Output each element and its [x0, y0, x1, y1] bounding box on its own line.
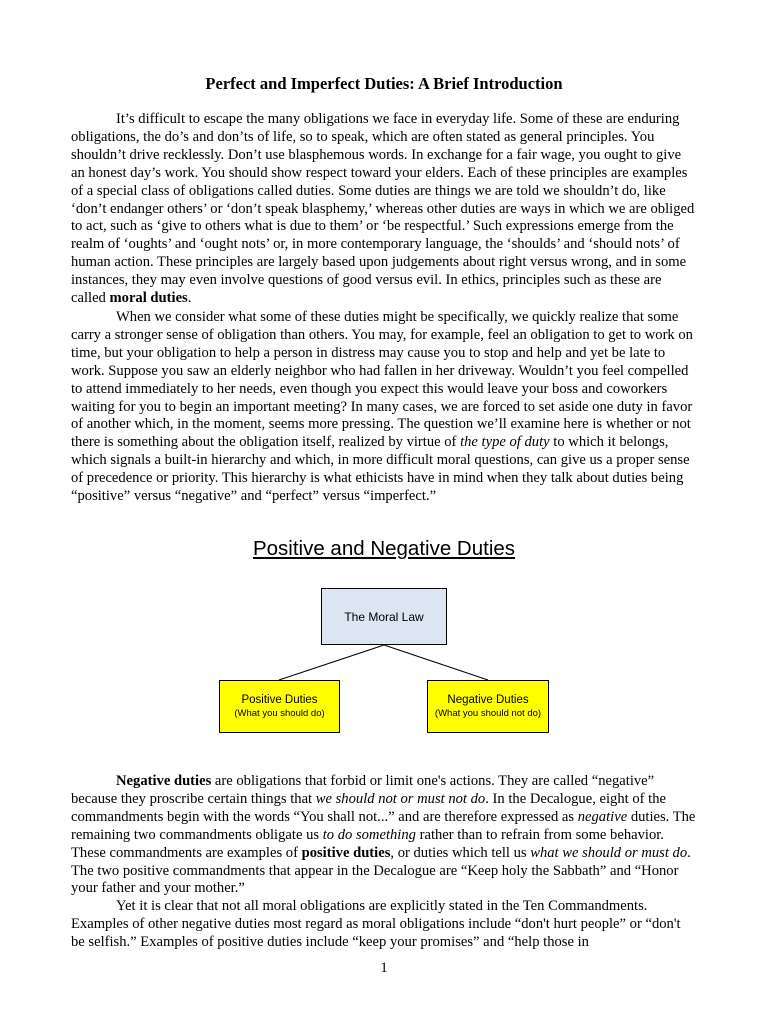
p3-italic-4: what we should or must do [530, 844, 688, 861]
p3-text-2: . In the Decalogue, eight of the commandments begin with the words “You shall not...” and are therefore expressed as [71, 790, 666, 825]
moral-law-box [321, 588, 447, 645]
negative-duties-subtitle: (What you should not do) [434, 708, 542, 719]
connector-negative [384, 645, 488, 680]
page-number: 1 [380, 960, 388, 976]
paragraph-hierarchy-text-2: to which it belongs, which signals a built-in hierarchy and which, in more difficult moral questions, can give us a proper sense of precedence or priority. This hierarchy is what ethicists have in mind when they talk about duties being “positive” versus “negative” and “perfect” versus “imperfect.” [71, 434, 690, 505]
positive-duties-box [219, 680, 340, 733]
document-title: Perfect and Imperfect Duties: A Brief Introduction [205, 74, 563, 93]
p3-text-3: duties. The remaining two commandments obligate us [71, 808, 696, 843]
diagram-title: Positive and Negative Duties [252, 537, 516, 560]
paragraph-examples-text: Yet it is clear that not all moral obligations are explicitly stated in the Ten Commandments. Examples of other negative duties most regard as moral obligations include “don't hurt people” or “don't be selfish.” Examples of positive duties include “keep your promises” and “help those in [71, 898, 681, 950]
p3-italic-1: we should not or must not do [315, 790, 486, 807]
term-negative-duties: Negative duties [116, 773, 212, 789]
positive-duties-subtitle: (What you should do) [234, 708, 325, 719]
p3-text-6: . The two positive commandments that appear in the Decalogue are “Keep holy the Sabbath” and “Honor your father and your mother.” [71, 844, 691, 897]
positive-duties-label: Positive Duties [241, 694, 318, 706]
phrase-type-of-duty: the type of duty [460, 434, 550, 451]
term-positive-duties: positive duties [301, 844, 391, 861]
paragraph-intro-end: . [187, 290, 192, 307]
paragraph-hierarchy [71, 309, 697, 506]
paragraph-intro-text: It’s difficult to escape the many obligations we face in everyday life. Some of these are enduring obligations, the do’s and don’ts of life, so to speak, which are often stated as general principles. You shouldn’t drive recklessly. Don’t use blasphemous words. In exchange for a fair wage, you ought to give an honest day’s work. You should show respect toward your elders. Each of these principles are examples of a special class of obligations called duties. Some duties are things we are told we shouldn’t do, like ‘don’t endanger others’ or ‘don’t speak blasphemy,’ whereas other duties are ways in which we are obliged to act, such as ‘give to others what is due to them’ or ‘be respectful.’ Such expressions emerge from the realm of ‘oughts’ and ‘ought nots’ or, in more contemporary language, the ‘shoulds’ and ‘should nots’ of human action. These principles are largely based upon judgements about right versus wrong, and in some instances, they may even involve questions of good versus evil. In ethics, principles such as these are called [71, 111, 695, 307]
p3-text-4: rather than to refrain from some behavior. These commandments are examples of [71, 826, 664, 861]
connector-positive [279, 645, 384, 680]
moral-law-label: The Moral Law [344, 609, 424, 624]
paragraph-negative-duties [71, 773, 697, 898]
p3-italic-3: to do something [322, 826, 416, 843]
negative-duties-box [427, 680, 549, 733]
paragraph-intro [71, 111, 697, 308]
p3-text-1: are obligations that forbid or limit one's actions. They are called “negative” because they proscribe certain things that [71, 773, 655, 807]
paragraph-examples [71, 898, 697, 952]
p3-text-5: , or duties which tell us [390, 844, 531, 861]
p3-italic-2: negative [577, 808, 628, 825]
term-moral-duties: moral duties [109, 290, 188, 307]
paragraph-hierarchy-text-1: When we consider what some of these duties might be specifically, we quickly realize that some carry a stronger sense of obligation than others. You may, for example, feel an obligation to get to work on time, but your obligation to help a person in distress may cause you to stop and help and yet be late to work. Suppose you saw an elderly neighbor who had fallen in her driveway. Wouldn’t you feel compelled to attend immediately to her needs, even though you expect this would leave your boss and coworkers waiting for you to begin an important meeting? In many cases, we are forced to set aside one duty in favor of another which, in the moment, seems more pressing. The question we’ll examine here is whether or not there is something about the obligation itself, realized by virtue of [71, 309, 693, 451]
negative-duties-label: Negative Duties [447, 694, 529, 706]
